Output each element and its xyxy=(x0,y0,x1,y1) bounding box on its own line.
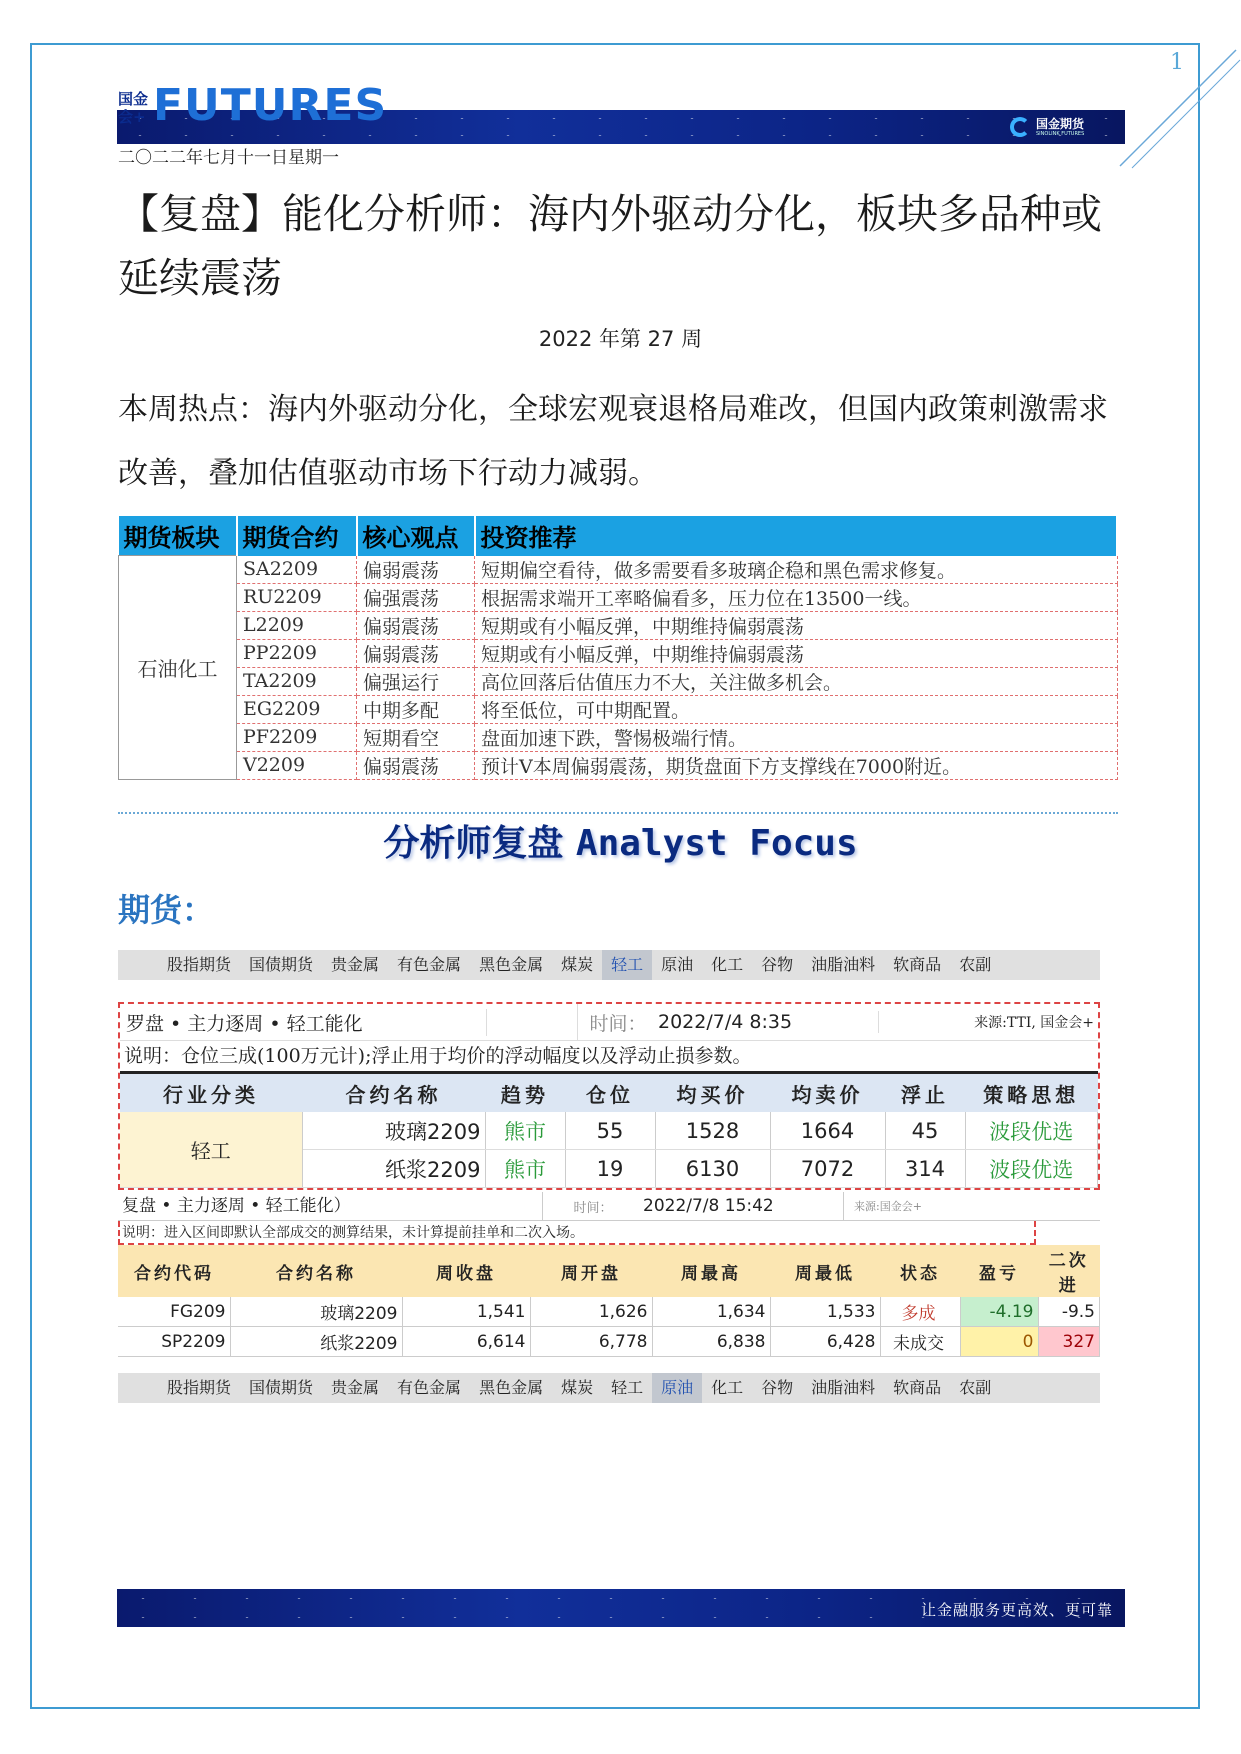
category-tab[interactable]: 原油 xyxy=(661,955,694,974)
compass-name-cell: 玻璃2209 xyxy=(302,1112,485,1150)
category-tab[interactable]: 黑色金属 xyxy=(479,1378,544,1397)
compass-avg-buy-cell: 6130 xyxy=(655,1150,770,1188)
category-tab[interactable]: 煤炭 xyxy=(561,1378,594,1397)
category-tab[interactable]: 原油 xyxy=(652,1373,702,1403)
view-cell: 偏弱震荡 xyxy=(357,556,475,584)
compass-time: 2022/7/4 8:35 xyxy=(658,1011,879,1033)
review-header: 周最高 xyxy=(652,1245,770,1297)
compass-header: 浮止 xyxy=(885,1074,965,1112)
compass-float-stop-cell: 45 xyxy=(885,1112,965,1150)
views-row xyxy=(119,583,1118,611)
category-tab[interactable]: 轻工 xyxy=(611,1378,644,1397)
category-tab[interactable]: 农副 xyxy=(959,1378,992,1397)
futures-label: 期货： xyxy=(118,891,215,929)
review-header: 周最低 xyxy=(770,1245,880,1297)
review-status-cell: 多成 xyxy=(880,1297,960,1327)
compass-header: 合约名称 xyxy=(302,1074,485,1112)
compass-name-cell: 纸浆2209 xyxy=(302,1150,485,1188)
views-row xyxy=(119,611,1118,639)
view-cell: 偏弱震荡 xyxy=(357,751,475,779)
brand-circle-icon xyxy=(1010,117,1030,137)
advice-cell: 根据需求端开工率略偏看多，压力位在13500一线。 xyxy=(475,583,1118,611)
compass-header: 均卖价 xyxy=(770,1074,885,1112)
review-header: 合约名称 xyxy=(230,1245,402,1297)
advice-cell: 短期偏空看待，做多需要看多玻璃企稳和黑色需求修复。 xyxy=(475,556,1118,584)
view-cell: 偏强运行 xyxy=(357,667,475,695)
review-row xyxy=(118,1327,1100,1357)
category-tab[interactable]: 国债期货 xyxy=(249,955,314,974)
category-tab[interactable]: 轻工 xyxy=(602,950,652,980)
views-row xyxy=(119,751,1118,779)
review-low-cell: 1,533 xyxy=(770,1297,880,1327)
category-tab[interactable]: 谷物 xyxy=(761,955,794,974)
review-pnl-cell: 0 xyxy=(960,1327,1038,1357)
category-tab[interactable]: 软商品 xyxy=(893,955,942,974)
review-title: 复盘 • 主力逐周 • 轻工能化） xyxy=(118,1192,543,1220)
category-tab[interactable]: 谷物 xyxy=(761,1378,794,1397)
review-header: 盈亏 xyxy=(960,1245,1038,1297)
review-code-cell: SP2209 xyxy=(118,1327,230,1357)
category-cell: 轻工 xyxy=(120,1112,302,1188)
compass-title: 罗盘 • 主力逐周 • 轻工能化 xyxy=(120,1009,487,1036)
view-cell: 偏强震荡 xyxy=(357,583,475,611)
category-tab[interactable]: 油脂油料 xyxy=(811,955,876,974)
compass-strategy-cell: 波段优选 xyxy=(965,1112,1098,1150)
category-tab[interactable]: 软商品 xyxy=(893,1378,942,1397)
section-divider xyxy=(118,812,1118,814)
review-status-cell: 未成交 xyxy=(880,1327,960,1357)
views-row xyxy=(119,723,1118,751)
contract-cell: TA2209 xyxy=(237,667,357,695)
views-header: 核心观点 xyxy=(357,516,475,556)
compass-float-stop-cell: 314 xyxy=(885,1150,965,1188)
views-header: 期货合约 xyxy=(237,516,357,556)
views-row xyxy=(119,667,1118,695)
logo-futures: FUTURES xyxy=(153,80,388,131)
review-open-cell: 6,778 xyxy=(530,1327,652,1357)
review-high-cell: 6,838 xyxy=(652,1327,770,1357)
contract-cell: L2209 xyxy=(237,611,357,639)
view-cell: 偏弱震荡 xyxy=(357,611,475,639)
compass-header: 均买价 xyxy=(655,1074,770,1112)
views-row xyxy=(119,695,1118,723)
review-close-cell: 6,614 xyxy=(402,1327,530,1357)
views-row xyxy=(119,639,1118,667)
category-tab[interactable]: 有色金属 xyxy=(397,955,462,974)
review-header: 周收盘 xyxy=(402,1245,530,1297)
category-tab[interactable]: 有色金属 xyxy=(397,1378,462,1397)
compass-table xyxy=(120,1074,1098,1188)
review-name-cell: 玻璃2209 xyxy=(230,1297,402,1327)
compass-strategy-cell: 波段优选 xyxy=(965,1150,1098,1188)
views-header: 投资推荐 xyxy=(475,516,1118,556)
review-high-cell: 1,634 xyxy=(652,1297,770,1327)
contract-cell: V2209 xyxy=(237,751,357,779)
view-cell: 偏弱震荡 xyxy=(357,639,475,667)
review-header: 周开盘 xyxy=(530,1245,652,1297)
review-header: 二次进 xyxy=(1038,1245,1100,1297)
compass-note: 说明：仓位三成(100万元计);浮止用于均价的浮动幅度以及浮动止损参数。 xyxy=(120,1041,1098,1074)
compass-position-cell: 19 xyxy=(565,1150,655,1188)
page-number: 1 xyxy=(1170,50,1184,75)
contract-cell: PF2209 xyxy=(237,723,357,751)
brand-sub: SINOLINK FUTURES xyxy=(1036,130,1085,137)
page-title: 【复盘】能化分析师：海内外驱动分化，板块多品种或延续震荡 xyxy=(118,190,1102,302)
category-tabbar-bottom xyxy=(118,1373,1100,1403)
category-tab[interactable]: 股指期货 xyxy=(167,955,232,974)
review-time: 2022/7/8 15:42 xyxy=(643,1192,844,1220)
category-tabbar-top xyxy=(118,950,1100,980)
review-header: 状态 xyxy=(880,1245,960,1297)
review-row xyxy=(118,1297,1100,1327)
review-table xyxy=(118,1245,1100,1357)
compass-row xyxy=(120,1112,1098,1150)
contract-cell: PP2209 xyxy=(237,639,357,667)
corner-decoration xyxy=(1110,40,1241,180)
footer-slogan: 让金融服务更高效、更可靠 xyxy=(920,1601,1113,1619)
category-tab[interactable]: 化工 xyxy=(711,1378,744,1397)
review-code-cell: FG209 xyxy=(118,1297,230,1327)
category-tab[interactable]: 黑色金属 xyxy=(479,955,544,974)
review-note: 说明：进入区间即默认全部成交的测算结果，未计算提前挂单和二次入场。 xyxy=(118,1221,1036,1245)
compass-header: 行业分类 xyxy=(120,1074,302,1112)
compass-source: 来源:TTI, 国金会+ xyxy=(974,1015,1094,1031)
report-date: 二〇二二年七月十一日星期一 xyxy=(118,148,339,168)
review-pnl-cell: -4.19 xyxy=(960,1297,1038,1327)
compass-trend-cell: 熊市 xyxy=(485,1150,565,1188)
category-tab[interactable]: 油脂油料 xyxy=(811,1378,876,1397)
compass-avg-sell-cell: 7072 xyxy=(770,1150,885,1188)
compass-trend-cell: 熊市 xyxy=(485,1112,565,1150)
advice-cell: 高位回落后估值压力不大，关注做多机会。 xyxy=(475,667,1118,695)
review-second-cell: 327 xyxy=(1038,1327,1100,1357)
view-cell: 中期多配 xyxy=(357,695,475,723)
compass-header: 仓位 xyxy=(565,1074,655,1112)
hot-topic: 本周热点：海内外驱动分化，全球宏观衰退格局难改，但国内政策刺激需求改善，叠加估值驱动市场下行动力减弱。 xyxy=(118,392,1108,491)
review-header: 合约代码 xyxy=(118,1245,230,1297)
compass-position-cell: 55 xyxy=(565,1112,655,1150)
compass-avg-sell-cell: 1664 xyxy=(770,1112,885,1150)
views-table xyxy=(118,516,1118,780)
brand-name: 国金期货 xyxy=(1036,116,1085,131)
advice-cell: 短期或有小幅反弹，中期维持偏弱震荡 xyxy=(475,611,1118,639)
review-name-cell: 纸浆2209 xyxy=(230,1327,402,1357)
category-tab[interactable]: 化工 xyxy=(711,955,744,974)
footer-banner xyxy=(117,1589,1125,1627)
category-tab[interactable]: 贵金属 xyxy=(331,955,380,974)
category-tab[interactable]: 贵金属 xyxy=(331,1378,380,1397)
logo-cn: 国金 会+ xyxy=(118,90,149,126)
views-row xyxy=(119,556,1118,584)
advice-cell: 盘面加速下跌，警惕极端行情。 xyxy=(475,723,1118,751)
analyst-focus-heading: 分析师复盘 Analyst Focus xyxy=(383,823,858,864)
compass-time-label: 时间： xyxy=(589,1012,647,1035)
advice-cell: 将至低位，可中期配置。 xyxy=(475,695,1118,723)
review-time-label: 时间： xyxy=(573,1200,613,1216)
compass-header: 策略思想 xyxy=(965,1074,1098,1112)
week-label: 2022 年第 27 周 xyxy=(538,327,703,351)
contract-cell: RU2209 xyxy=(237,583,357,611)
review-open-cell: 1,626 xyxy=(530,1297,652,1327)
review-close-cell: 1,541 xyxy=(402,1297,530,1327)
contract-cell: EG2209 xyxy=(237,695,357,723)
category-tab[interactable]: 煤炭 xyxy=(561,955,594,974)
compass-avg-buy-cell: 1528 xyxy=(655,1112,770,1150)
category-tab[interactable]: 股指期货 xyxy=(167,1378,232,1397)
review-second-cell: -9.5 xyxy=(1038,1297,1100,1327)
review-low-cell: 6,428 xyxy=(770,1327,880,1357)
compass-header: 趋势 xyxy=(485,1074,565,1112)
contract-cell: SA2209 xyxy=(237,556,357,584)
brand-logo xyxy=(1010,113,1084,141)
view-cell: 短期看空 xyxy=(357,723,475,751)
compass-summary-panel xyxy=(118,1002,1100,1190)
advice-cell: 短期或有小幅反弹，中期维持偏弱震荡 xyxy=(475,639,1118,667)
category-tab[interactable]: 国债期货 xyxy=(249,1378,314,1397)
advice-cell: 预计V本周偏弱震荡，期货盘面下方支撑线在7000附近。 xyxy=(475,751,1118,779)
review-source: 来源:国金会+ xyxy=(854,1200,922,1213)
review-summary-panel xyxy=(118,1192,1100,1357)
sector-cell: 石油化工 xyxy=(119,556,237,780)
category-tab[interactable]: 农副 xyxy=(959,955,992,974)
views-header: 期货板块 xyxy=(119,516,237,556)
